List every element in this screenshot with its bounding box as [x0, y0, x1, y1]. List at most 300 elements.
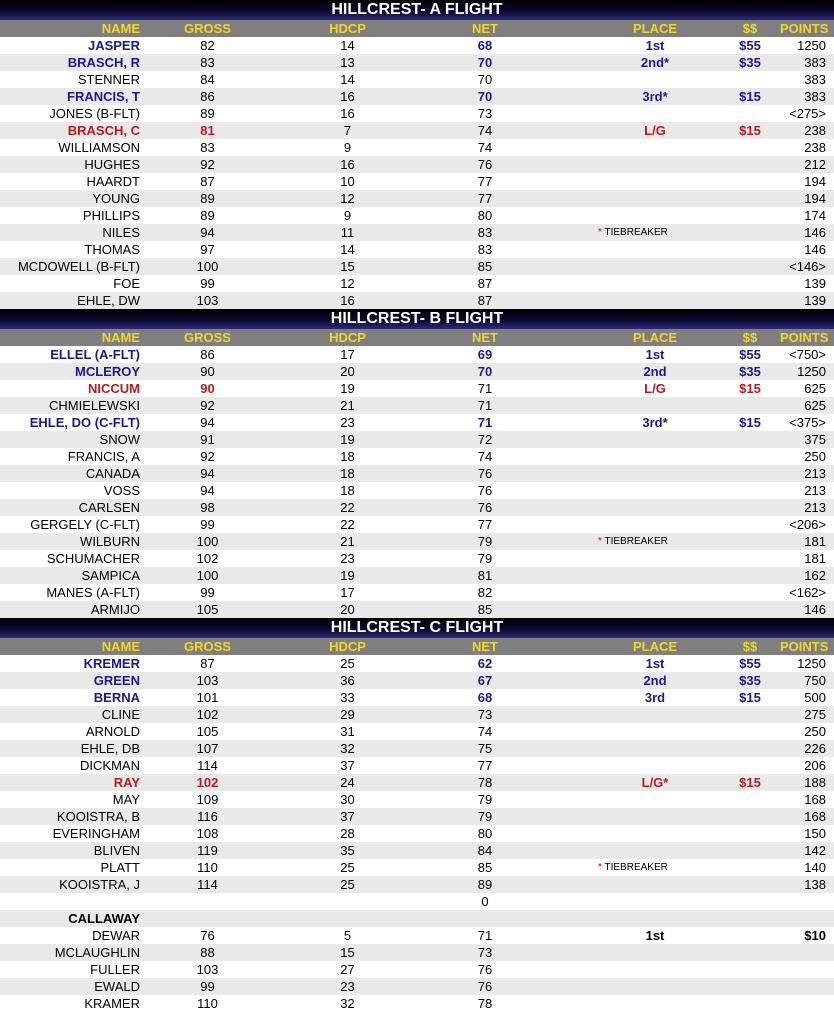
table-row	[0, 740, 834, 757]
cell-money	[720, 584, 780, 601]
cell-hdcp: 22	[340, 500, 355, 515]
cell-gross: 103	[196, 673, 219, 688]
table-row	[0, 88, 834, 105]
cell-hdcp: 21	[340, 398, 355, 413]
cell-place	[550, 740, 720, 757]
table-row	[0, 825, 834, 842]
cell-net: 83	[477, 242, 493, 257]
cell-name: FULLER	[90, 962, 140, 977]
flight-section	[0, 618, 834, 1012]
cell-net: 76	[477, 466, 493, 481]
table-row	[0, 842, 834, 859]
cell-gross: 103	[196, 962, 219, 977]
table-row	[0, 139, 834, 156]
cell-points: 194	[804, 191, 826, 206]
table-row	[0, 397, 834, 414]
cell-gross: 86	[200, 347, 215, 362]
cell-hdcp: 31	[340, 724, 355, 739]
cell-gross	[140, 893, 275, 910]
cell-place	[550, 584, 720, 601]
cell-points: 250	[804, 449, 826, 464]
cell-money: $15	[739, 381, 761, 396]
cell-points: 750	[804, 673, 826, 688]
cell-name: MCDOWELL (B-FLT)	[17, 259, 140, 274]
cell-money	[720, 139, 780, 156]
column-header-money: $$	[742, 330, 758, 345]
cell-gross: 105	[196, 724, 219, 739]
cell-points	[780, 978, 834, 995]
cell-place: 2nd*	[640, 55, 670, 70]
cell-points: 250	[804, 724, 826, 739]
cell-name: VOSS	[103, 483, 140, 498]
cell-money: $15	[739, 89, 761, 104]
cell-place	[550, 482, 720, 499]
cell-net: 83	[477, 225, 493, 240]
cell-money	[720, 978, 780, 995]
flight-section	[0, 309, 834, 618]
cell-net: 78	[477, 775, 493, 790]
cell-gross: 91	[200, 432, 215, 447]
cell-place: 1st	[645, 347, 665, 362]
cell-hdcp: 16	[340, 293, 355, 308]
cell-points: 213	[804, 466, 826, 481]
cell-gross: 89	[200, 191, 215, 206]
cell-hdcp: 19	[340, 432, 355, 447]
table-row	[0, 601, 834, 618]
cell-place	[550, 465, 720, 482]
cell-hdcp: 30	[340, 792, 355, 807]
table-row	[0, 465, 834, 482]
cell-gross: 81	[200, 123, 215, 138]
cell-gross: 99	[200, 979, 215, 994]
cell-net: 87	[477, 276, 493, 291]
cell-net: 77	[477, 758, 493, 773]
column-header-row	[0, 329, 834, 346]
cell-name: SAMPICA	[81, 568, 140, 583]
cell-place	[550, 499, 720, 516]
cell-points: 1250	[797, 656, 826, 671]
cell-net: 77	[477, 174, 493, 189]
table-row	[0, 584, 834, 601]
cell-place	[550, 723, 720, 740]
cell-money	[720, 893, 780, 910]
cell-money	[720, 944, 780, 961]
cell-gross: 90	[200, 381, 215, 396]
column-header-hdcp: HDCP	[329, 21, 366, 36]
cell-place	[550, 190, 720, 207]
cell-net: 81	[477, 568, 493, 583]
cell-gross: 98	[200, 500, 215, 515]
cell-name: EHLE, DW	[77, 293, 140, 308]
cell-points	[780, 893, 834, 910]
cell-hdcp: 13	[340, 55, 355, 70]
cell-gross: 101	[196, 690, 219, 705]
cell-points: <162>	[789, 585, 826, 600]
table-row	[0, 380, 834, 397]
cell-place: L/G	[644, 381, 666, 396]
cell-net: 85	[477, 602, 493, 617]
table-row	[0, 156, 834, 173]
cell-points: 383	[804, 89, 826, 104]
cell-gross: 102	[196, 707, 219, 722]
table-row	[0, 275, 834, 292]
cell-net: 71	[477, 398, 493, 413]
table-row	[0, 54, 834, 71]
cell-name: FRANCIS, T	[67, 89, 140, 104]
cell-gross: 94	[200, 466, 215, 481]
cell-points: 375	[804, 432, 826, 447]
cell-net: 74	[477, 140, 493, 155]
cell-points: 1250	[797, 38, 826, 53]
cell-name: BLIVEN	[93, 843, 140, 858]
table-row	[0, 808, 834, 825]
cell-money	[720, 292, 780, 309]
cell-hdcp: 19	[340, 381, 355, 396]
cell-points: 188	[804, 775, 826, 790]
cell-hdcp: 28	[340, 826, 355, 841]
cell-net: 72	[477, 432, 493, 447]
cell-net: 71	[477, 928, 493, 943]
cell-points: 181	[804, 551, 826, 566]
table-row	[0, 224, 834, 241]
cell-hdcp: 22	[340, 517, 355, 532]
cell-net: 76	[477, 962, 493, 977]
cell-money	[720, 71, 780, 88]
cell-money	[720, 448, 780, 465]
cell-place: 3rd*	[642, 89, 668, 104]
cell-points: 162	[804, 568, 826, 583]
cell-name: CLINE	[101, 707, 140, 722]
table-row	[0, 944, 834, 961]
cell-points: 500	[804, 690, 826, 705]
cell-money: $15	[739, 775, 761, 790]
table-row	[0, 893, 834, 910]
cell-name: PLATT	[100, 860, 140, 875]
table-row	[0, 672, 834, 689]
cell-points: 226	[804, 741, 826, 756]
table-row	[0, 71, 834, 88]
cell-name: CHMIELEWSKI	[48, 398, 140, 413]
cell-hdcp: 23	[340, 415, 355, 430]
cell-place: 1st	[645, 38, 665, 53]
cell-money	[720, 258, 780, 275]
tiebreaker-star: *	[598, 227, 602, 238]
table-row	[0, 791, 834, 808]
cell-net: 62	[477, 656, 493, 671]
cell-name: EHLE, DO (C-FLT)	[29, 415, 140, 430]
tiebreaker-label: TIEBREAKER	[601, 862, 668, 873]
cell-hdcp: 33	[340, 690, 355, 705]
table-row	[0, 292, 834, 309]
cell-points: 139	[804, 293, 826, 308]
cell-name: THOMAS	[84, 242, 140, 257]
cell-place	[550, 533, 720, 550]
cell-name: JASPER	[87, 38, 140, 53]
cell-money: $35	[739, 673, 761, 688]
cell-points: 238	[804, 123, 826, 138]
cell-place	[550, 567, 720, 584]
column-header-name: NAME	[101, 330, 140, 345]
cell-money	[720, 808, 780, 825]
cell-points: 625	[804, 398, 826, 413]
cell-net: 70	[477, 55, 493, 70]
cell-money	[720, 567, 780, 584]
cell-hdcp: 5	[343, 928, 352, 943]
cell-net: 79	[477, 809, 493, 824]
cell-net: 85	[477, 259, 493, 274]
cell-place: 3rd*	[642, 415, 668, 430]
cell-gross: 76	[200, 928, 215, 943]
cell-hdcp: 24	[340, 775, 355, 790]
cell-points	[780, 961, 834, 978]
cell-net: 74	[477, 449, 493, 464]
table-row	[0, 122, 834, 139]
cell-net: 76	[477, 979, 493, 994]
cell-net: 68	[477, 38, 493, 53]
column-header-net: NET	[472, 639, 498, 654]
cell-hdcp: 27	[340, 962, 355, 977]
cell-hdcp: 37	[340, 809, 355, 824]
cell-money	[720, 190, 780, 207]
cell-points: 146	[804, 225, 826, 240]
cell-hdcp: 10	[340, 174, 355, 189]
cell-hdcp: 36	[340, 673, 355, 688]
cell-name: EWALD	[94, 979, 140, 994]
cell-gross: 116	[197, 809, 218, 824]
cell-money	[720, 105, 780, 122]
cell-net: 80	[477, 208, 493, 223]
cell-name: KREMER	[83, 656, 140, 671]
cell-points: 194	[804, 174, 826, 189]
cell-points: <275>	[789, 106, 826, 121]
cell-name: NILES	[102, 225, 140, 240]
table-row	[0, 173, 834, 190]
cell-place: 1st	[645, 656, 665, 671]
cell-gross: 99	[200, 517, 215, 532]
cell-money	[720, 825, 780, 842]
cell-hdcp: 35	[340, 843, 355, 858]
cell-hdcp: 9	[343, 140, 352, 155]
cell-gross: 92	[200, 398, 215, 413]
cell-money: $35	[739, 364, 761, 379]
cell-net: 70	[477, 89, 493, 104]
table-row	[0, 448, 834, 465]
cell-place: 2nd	[643, 364, 667, 379]
cell-points: 213	[804, 500, 826, 515]
flight-title: HILLCREST- A FLIGHT	[0, 0, 834, 20]
cell-money	[720, 431, 780, 448]
column-header-net: NET	[472, 21, 498, 36]
cell-gross: 108	[196, 826, 219, 841]
cell-net: 71	[477, 415, 493, 430]
cell-points: 181	[804, 534, 826, 549]
cell-place	[550, 825, 720, 842]
cell-points: 1250	[797, 364, 826, 379]
cell-place	[550, 706, 720, 723]
cell-net: 76	[477, 500, 493, 515]
cell-gross: 92	[200, 157, 215, 172]
table-row	[0, 516, 834, 533]
table-row	[0, 37, 834, 54]
cell-money	[720, 465, 780, 482]
cell-place: 2nd	[643, 673, 667, 688]
cell-gross: 83	[200, 55, 215, 70]
cell-money	[720, 224, 780, 241]
cell-money	[720, 757, 780, 774]
cell-name: DICKMAN	[80, 758, 140, 773]
cell-money	[720, 550, 780, 567]
cell-money	[720, 723, 780, 740]
cell-points: <375>	[789, 415, 826, 430]
table-row	[0, 689, 834, 706]
cell-money	[720, 740, 780, 757]
cell-place	[550, 944, 720, 961]
cell-hdcp	[275, 893, 420, 910]
cell-place	[550, 156, 720, 173]
cell-place	[550, 910, 720, 927]
cell-money	[720, 791, 780, 808]
cell-place	[550, 397, 720, 414]
cell-points: 625	[804, 381, 826, 396]
cell-name: BERNA	[93, 690, 140, 705]
column-header-row	[0, 638, 834, 655]
cell-hdcp: 23	[340, 551, 355, 566]
cell-net: 68	[477, 690, 493, 705]
cell-hdcp: 25	[340, 860, 355, 875]
cell-money: $15	[739, 123, 761, 138]
cell-money	[720, 397, 780, 414]
cell-money	[720, 207, 780, 224]
cell-name: JONES (B-FLT)	[49, 106, 140, 121]
cell-money	[720, 601, 780, 618]
cell-hdcp: 17	[340, 585, 355, 600]
cell-money: $55	[739, 38, 761, 53]
cell-place: L/G*	[641, 775, 669, 790]
cell-place	[550, 791, 720, 808]
cell-gross: 83	[200, 140, 215, 155]
cell-name: RAY	[113, 775, 140, 790]
cell-place	[550, 961, 720, 978]
cell-net: 85	[477, 860, 493, 875]
cell-money: $55	[739, 347, 761, 362]
cell-hdcp: 16	[340, 157, 355, 172]
cell-name: GREEN	[93, 673, 140, 688]
cell-name: KRAMER	[84, 996, 140, 1011]
column-header-points: POINTS	[780, 330, 829, 345]
flight-title: HILLCREST- C FLIGHT	[0, 618, 834, 638]
cell-money	[720, 173, 780, 190]
cell-name: HUGHES	[84, 157, 140, 172]
cell-gross: 87	[200, 174, 215, 189]
cell-money: $35	[739, 55, 761, 70]
cell-hdcp: 16	[340, 89, 355, 104]
cell-name: NICCUM	[88, 381, 140, 396]
cell-hdcp: 12	[340, 276, 355, 291]
cell-money	[720, 876, 780, 893]
column-header-name: NAME	[101, 639, 140, 654]
cell-hdcp: 23	[340, 979, 355, 994]
table-row	[0, 567, 834, 584]
cell-money: $55	[739, 656, 761, 671]
cell-name	[0, 893, 140, 910]
cell-hdcp: 14	[340, 72, 355, 87]
cell-net: 75	[477, 741, 493, 756]
cell-points: 146	[804, 602, 826, 617]
cell-money	[720, 995, 780, 1012]
column-header-points: POINTS	[780, 639, 829, 654]
cell-net: 79	[477, 551, 493, 566]
cell-net: 76	[477, 157, 493, 172]
cell-gross: 99	[200, 276, 215, 291]
table-row	[0, 655, 834, 672]
cell-points: <206>	[789, 517, 826, 532]
column-header-place: PLACE	[632, 330, 678, 345]
table-row	[0, 363, 834, 380]
cell-place	[550, 275, 720, 292]
cell-gross: 102	[196, 775, 219, 790]
cell-hdcp: 14	[340, 38, 355, 53]
cell-net: 73	[477, 707, 493, 722]
cell-gross: 94	[200, 483, 215, 498]
cell-place	[550, 808, 720, 825]
cell-gross: 82	[200, 38, 215, 53]
cell-money	[720, 961, 780, 978]
table-row	[0, 774, 834, 791]
cell-net: 69	[477, 347, 493, 362]
cell-place	[550, 292, 720, 309]
cell-net: 71	[477, 381, 493, 396]
column-header-money: $$	[742, 639, 758, 654]
cell-money: $15	[739, 415, 761, 430]
cell-hdcp: 32	[340, 996, 355, 1011]
cell-place	[550, 876, 720, 893]
cell-net: 76	[477, 483, 493, 498]
cell-net: 70	[477, 364, 493, 379]
cell-points: 238	[804, 140, 826, 155]
cell-place	[550, 995, 720, 1012]
cell-name: KOOISTRA, J	[59, 877, 140, 892]
cell-net: 79	[477, 792, 493, 807]
cell-money	[720, 533, 780, 550]
cell-hdcp: 16	[340, 106, 355, 121]
cell-points	[780, 944, 834, 961]
cell-name: MANES (A-FLT)	[46, 585, 140, 600]
cell-points: 275	[804, 707, 826, 722]
cell-hdcp: 37	[340, 758, 355, 773]
cell-points: $10	[804, 928, 826, 943]
cell-money	[720, 241, 780, 258]
cell-net: 73	[477, 106, 493, 121]
tiebreaker-star: *	[598, 862, 602, 873]
cell-name: STENNER	[77, 72, 140, 87]
column-header-gross: GROSS	[184, 639, 231, 654]
cell-hdcp: 18	[340, 466, 355, 481]
cell-place	[550, 224, 720, 241]
cell-points: 212	[804, 157, 826, 172]
cell-hdcp: 20	[340, 602, 355, 617]
cell-place	[550, 601, 720, 618]
cell-hdcp: 9	[343, 208, 352, 223]
table-row	[0, 207, 834, 224]
cell-name: BRASCH, R	[67, 55, 140, 70]
cell-hdcp	[275, 910, 420, 927]
cell-points: 174	[804, 208, 826, 223]
cell-hdcp: 25	[340, 656, 355, 671]
cell-gross: 86	[200, 89, 215, 104]
cell-name: DEWAR	[92, 928, 140, 943]
cell-gross: 89	[200, 106, 215, 121]
cell-hdcp: 15	[340, 259, 355, 274]
